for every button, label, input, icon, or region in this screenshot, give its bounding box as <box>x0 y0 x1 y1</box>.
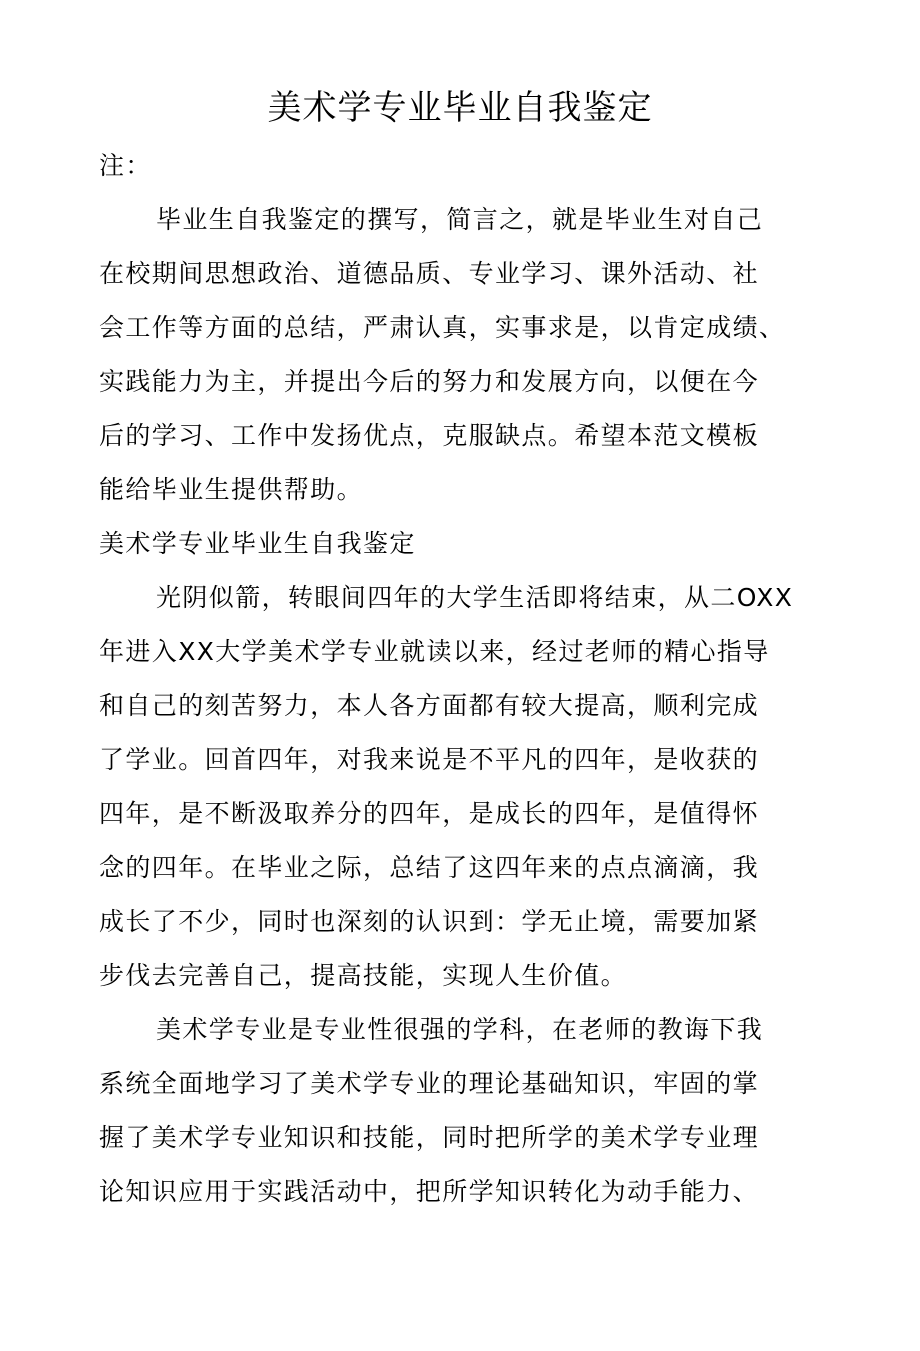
paragraph-line: 成长了不少，同时也深刻的认识到：学无止境，需要加紧 <box>99 907 760 936</box>
paragraph-line: 了学业。回首四年，对我来说是不平凡的四年，是收获的 <box>99 745 760 774</box>
note-label: 注： <box>99 151 152 180</box>
paragraph-line: 光阴似箭，转眼间四年的大学生活即将结束，从二OXX <box>156 583 794 612</box>
note-line: 后的学习、工作中发扬优点，克服缺点。希望本范文模板 <box>99 421 760 450</box>
paragraph-line: 系统全面地学习了美术学专业的理论基础知识，牢固的掌 <box>99 1069 760 1098</box>
section-subtitle: 美术学专业毕业生自我鉴定 <box>99 529 416 558</box>
note-line: 能给毕业生提供帮助。 <box>99 475 364 504</box>
paragraph-line: 论知识应用于实践活动中，把所学知识转化为动手能力、 <box>99 1177 760 1206</box>
paragraph-line: 步伐去完善自己，提高技能，实现人生价值。 <box>99 961 628 990</box>
paragraph-line: 年进入XX大学美术学专业就读以来，经过老师的精心指导 <box>99 637 770 666</box>
paragraph-line: 四年，是不断汲取养分的四年，是成长的四年，是值得怀 <box>99 799 760 828</box>
note-line: 在校期间思想政治、道德品质、专业学习、课外活动、社 <box>99 259 760 288</box>
paragraph-line: 和自己的刻苦努力，本人各方面都有较大提高，顺利完成 <box>99 691 760 720</box>
note-line: 实践能力为主，并提出今后的努力和发展方向，以便在今 <box>99 367 760 396</box>
note-line: 毕业生自我鉴定的撰写，简言之，就是毕业生对自己 <box>156 205 764 234</box>
paragraph-line: 握了美术学专业知识和技能，同时把所学的美术学专业理 <box>99 1123 760 1152</box>
paragraph-line: 念的四年。在毕业之际，总结了这四年来的点点滴滴，我 <box>99 853 760 882</box>
document-title: 美术学专业毕业自我鉴定 <box>267 88 653 128</box>
paragraph-line: 美术学专业是专业性很强的学科，在老师的教诲下我 <box>156 1015 764 1044</box>
note-line: 会工作等方面的总结，严肃认真，实事求是，以肯定成绩、 <box>99 313 786 342</box>
